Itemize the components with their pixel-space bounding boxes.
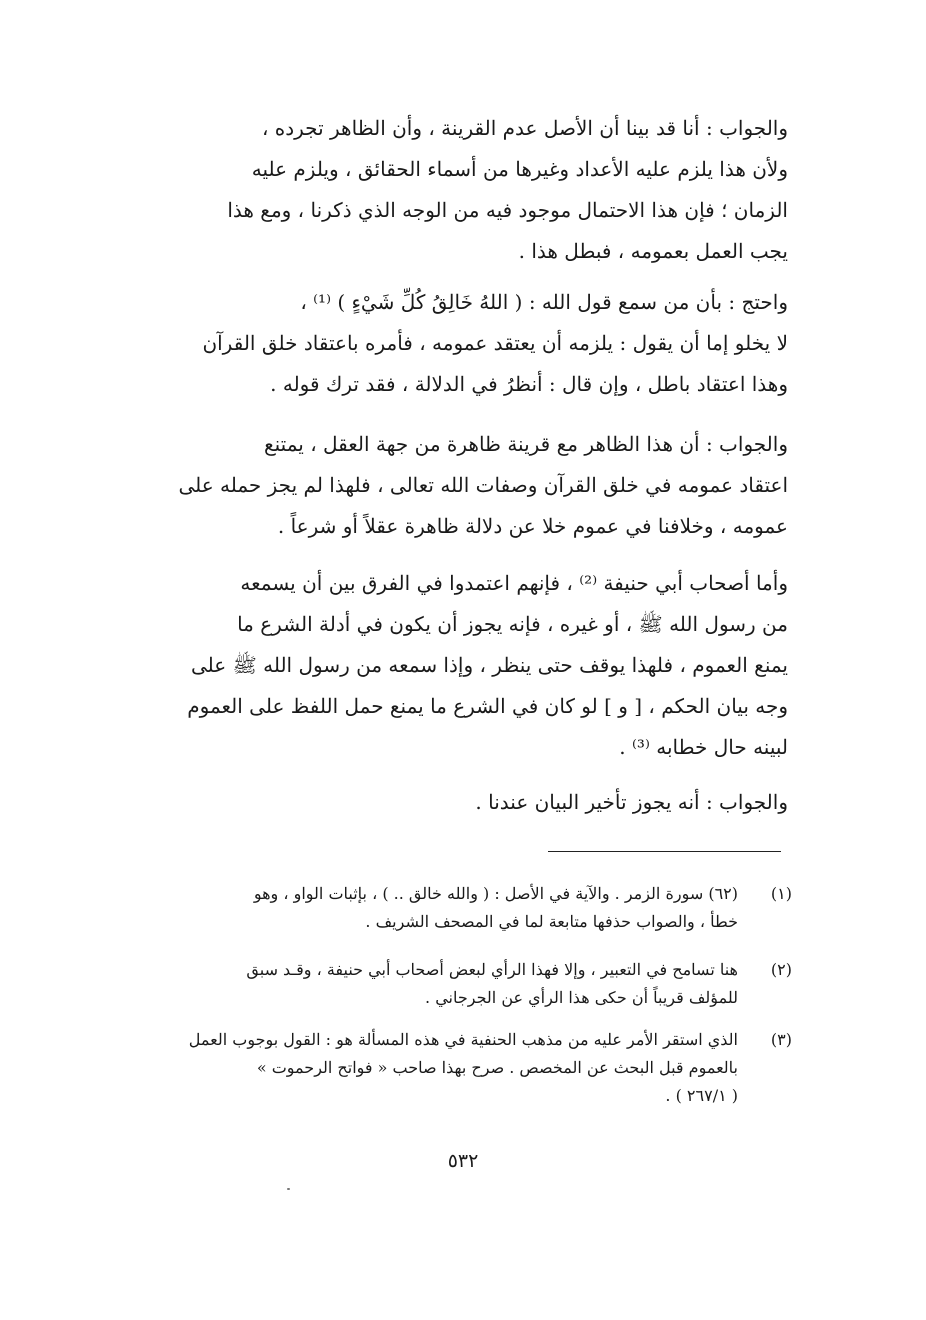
footnote-line: خطأ ، والصواب حذفها متابعة لما في المصحف الشريف . — [365, 912, 738, 931]
paragraph-1 — [138, 108, 788, 272]
footnote-3 — [136, 1026, 792, 1110]
footnote-separator — [548, 851, 781, 852]
text-line: وهذا اعتقاد باطل ، وإن قال : أنظرُ في الدلالة ، فقد ترك قوله . — [270, 372, 788, 396]
text-line: يمنع العموم ، فلهذا يوقف حتى ينظر ، وإذا سمعه من رسول الله ﷺ على — [191, 653, 788, 677]
footnote-line: هنا تسامح في التعبير ، وإلا فهذا الرأي لبعض أصحاب أبي حنيفة ، وقـد سبق — [246, 960, 738, 979]
footnote-1 — [136, 880, 792, 936]
text-line: عمومه ، وخلافنا في عموم خلا عن دلالة ظاهرة عقلاً أو شرعاً . — [277, 514, 788, 538]
footnote-line: ( ٢٦٧/١ ) . — [665, 1086, 738, 1105]
footnote-line: بالعموم قبل البحث عن المخصص . صرح بهذا صاحب « فواتح الرحموت » — [256, 1058, 738, 1077]
text-line: والجواب : أنا قد بينا أن الأصل عدم القرينة ، وأن الظاهر تجرده ، — [261, 116, 788, 140]
footnote-number: (٢) — [770, 960, 792, 979]
paragraph-4 — [138, 563, 788, 768]
text-line: واحتج : بأن من سمع قول الله : ( اللهُ خَالِقُ كُلِّ شَيْءٍ ) ⁽¹⁾ ، — [300, 290, 788, 314]
text-line: من رسول الله ﷺ ، أو غيره ، فإنه يجوز أن يكون في أدلة الشرع ما — [237, 612, 788, 636]
footnote-number: (١) — [770, 884, 792, 903]
text-line: ولأن هذا يلزم عليه الأعداد وغيرها من أسماء الحقائق ، ويلزم عليه — [251, 157, 788, 181]
text-line: وجه بيان الحكم ، [ و ] لو كان في الشرع ما يمنع حمل اللفظ على العموم — [187, 694, 788, 718]
paragraph-3 — [138, 424, 788, 547]
footnote-text — [136, 1026, 738, 1110]
footnote-text — [136, 880, 738, 936]
text-line: لا يخلو إما أن يقول : يلزمه أن يعتقد عمومه ، فأمره باعتقاد خلق القرآن — [202, 331, 788, 355]
text-line: والجواب : أن هذا الظاهر مع قرينة ظاهرة من جهة العقل ، يمتنع — [264, 432, 788, 456]
page-number: ٥٣٢ — [447, 1150, 479, 1172]
scan-speck — [287, 1188, 290, 1190]
paragraph-5 — [138, 782, 788, 823]
text-line: وأما أصحاب أبي حنيفة ⁽²⁾ ، فإنهم اعتمدوا في الفرق بين أن يسمعه — [240, 571, 788, 595]
text-line: يجب العمل بعمومه ، فبطل هذا . — [518, 239, 788, 263]
footnote-text — [136, 956, 738, 1012]
footnote-line: الذي استقر الأمر عليه من مذهب الحنفية في هذه المسألة هو : القول بوجوب العمل — [188, 1030, 738, 1049]
footnote-2 — [136, 956, 792, 1012]
text-line: لبينه حال خطابه ⁽³⁾ . — [619, 735, 788, 759]
text-line: الزمان ؛ فإن هذا الاحتمال موجود فيه من الوجه الذي ذكرنا ، ومع هذا — [227, 198, 788, 222]
paragraph-2 — [138, 282, 788, 405]
footnote-line: للمؤلف قريباً أن حكى هذا الرأي عن الجرجاني . — [425, 988, 738, 1007]
footnote-number: (٣) — [770, 1030, 792, 1049]
text-line: اعتقاد عمومه في خلق القرآن وصفات الله تعالى ، فلهذا لم يجز حمله على — [178, 473, 788, 497]
text-line: والجواب : أنه يجوز تأخير البيان عندنا . — [475, 790, 788, 814]
footnote-line: (٦٢) سورة الزمر . والآية في الأصل : ( والله خالق .. ) ، بإثبات الواو ، وهو — [253, 884, 738, 903]
